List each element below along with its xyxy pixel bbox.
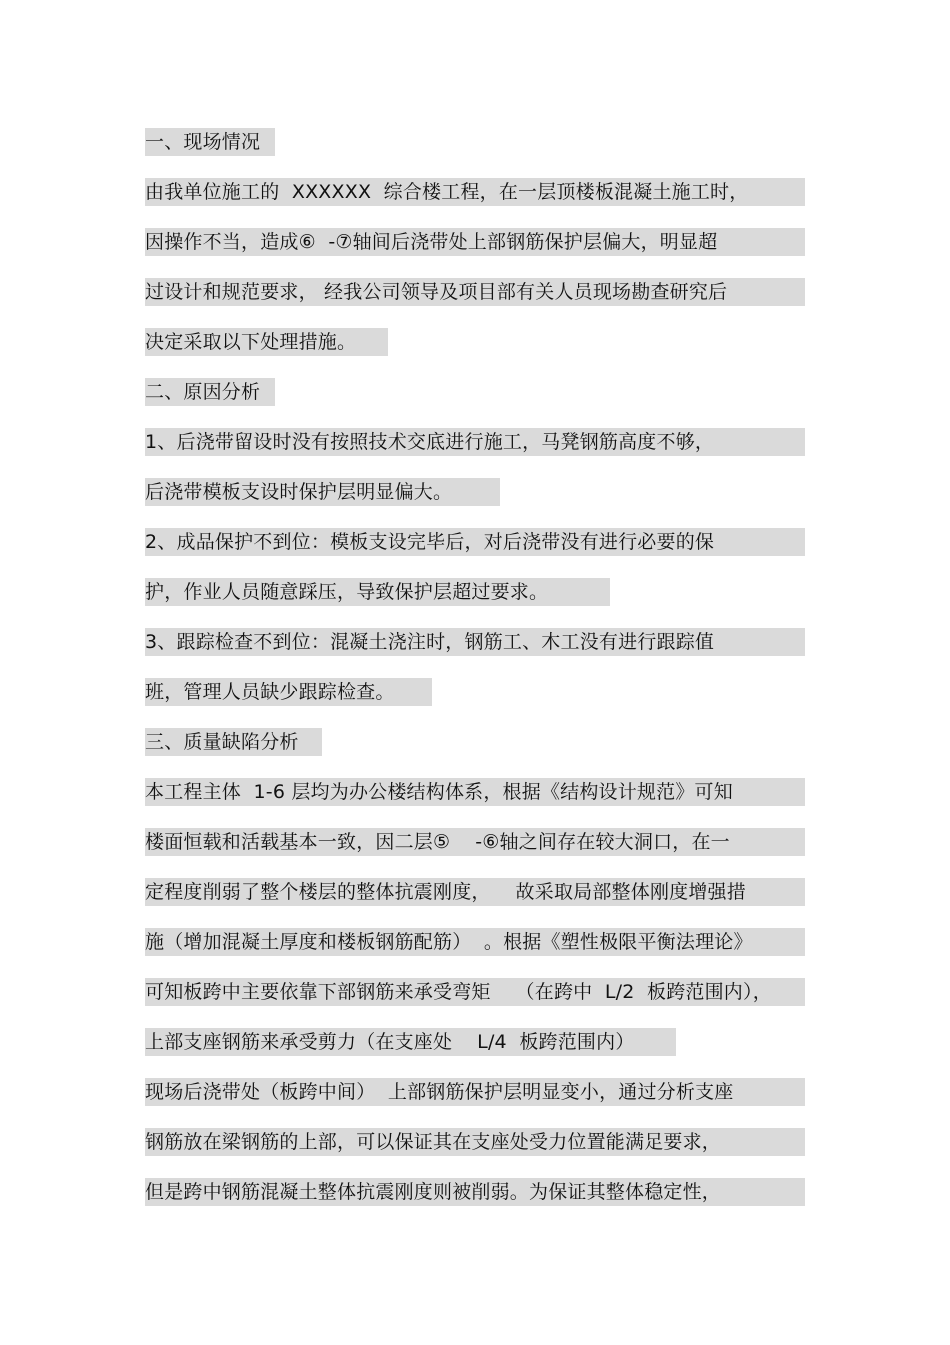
paragraph-line: 2、成品保护不到位：模板支设完毕后，对后浇带没有进行必要的保	[145, 528, 805, 556]
paragraph-line: 现场后浇带处（板跨中间） 上部钢筋保护层明显变小，通过分析支座	[145, 1078, 805, 1106]
paragraph-line: 决定采取以下处理措施。	[145, 328, 388, 356]
paragraph-line: 1、后浇带留设时没有按照技术交底进行施工，马凳钢筋高度不够，	[145, 428, 805, 456]
paragraph-line: 过设计和规范要求， 经我公司领导及项目部有关人员现场勘查研究后	[145, 278, 805, 306]
paragraph-line: 3、跟踪检查不到位：混凝土浇注时，钢筋工、木工没有进行跟踪值	[145, 628, 805, 656]
paragraph-line: 上部支座钢筋来承受剪力（在支座处 L/4 板跨范围内）	[145, 1028, 676, 1056]
paragraph-line: 施（增加混凝土厚度和楼板钢筋配筋） 。根据《塑性极限平衡法理论》	[145, 928, 805, 956]
paragraph-line: 护，作业人员随意踩压，导致保护层超过要求。	[145, 578, 610, 606]
paragraph-line: 钢筋放在梁钢筋的上部，可以保证其在支座处受力位置能满足要求，	[145, 1128, 805, 1156]
paragraph-line: 楼面恒载和活载基本一致，因二层⑤ -⑥轴之间存在较大洞口，在一	[145, 828, 805, 856]
section-heading-cause-analysis: 二、原因分析	[145, 378, 275, 406]
paragraph-line: 可知板跨中主要依靠下部钢筋来承受弯矩 （在跨中 L/2 板跨范围内），	[145, 978, 805, 1006]
section-heading-quality-defect-analysis: 三、质量缺陷分析	[145, 728, 322, 756]
paragraph-line: 班，管理人员缺少跟踪检查。	[145, 678, 432, 706]
paragraph-line: 由我单位施工的 XXXXXX 综合楼工程，在一层顶楼板混凝土施工时，	[145, 178, 805, 206]
section-heading-site-situation: 一、现场情况	[145, 128, 275, 156]
paragraph-line: 本工程主体 1-6 层均为办公楼结构体系，根据《结构设计规范》可知	[145, 778, 805, 806]
paragraph-line: 后浇带模板支设时保护层明显偏大。	[145, 478, 500, 506]
paragraph-line: 但是跨中钢筋混凝土整体抗震刚度则被削弱。为保证其整体稳定性，	[145, 1178, 805, 1206]
paragraph-line: 定程度削弱了整个楼层的整体抗震刚度， 故采取局部整体刚度增强措	[145, 878, 805, 906]
paragraph-line: 因操作不当，造成⑥ -⑦轴间后浇带处上部钢筋保护层偏大，明显超	[145, 228, 805, 256]
